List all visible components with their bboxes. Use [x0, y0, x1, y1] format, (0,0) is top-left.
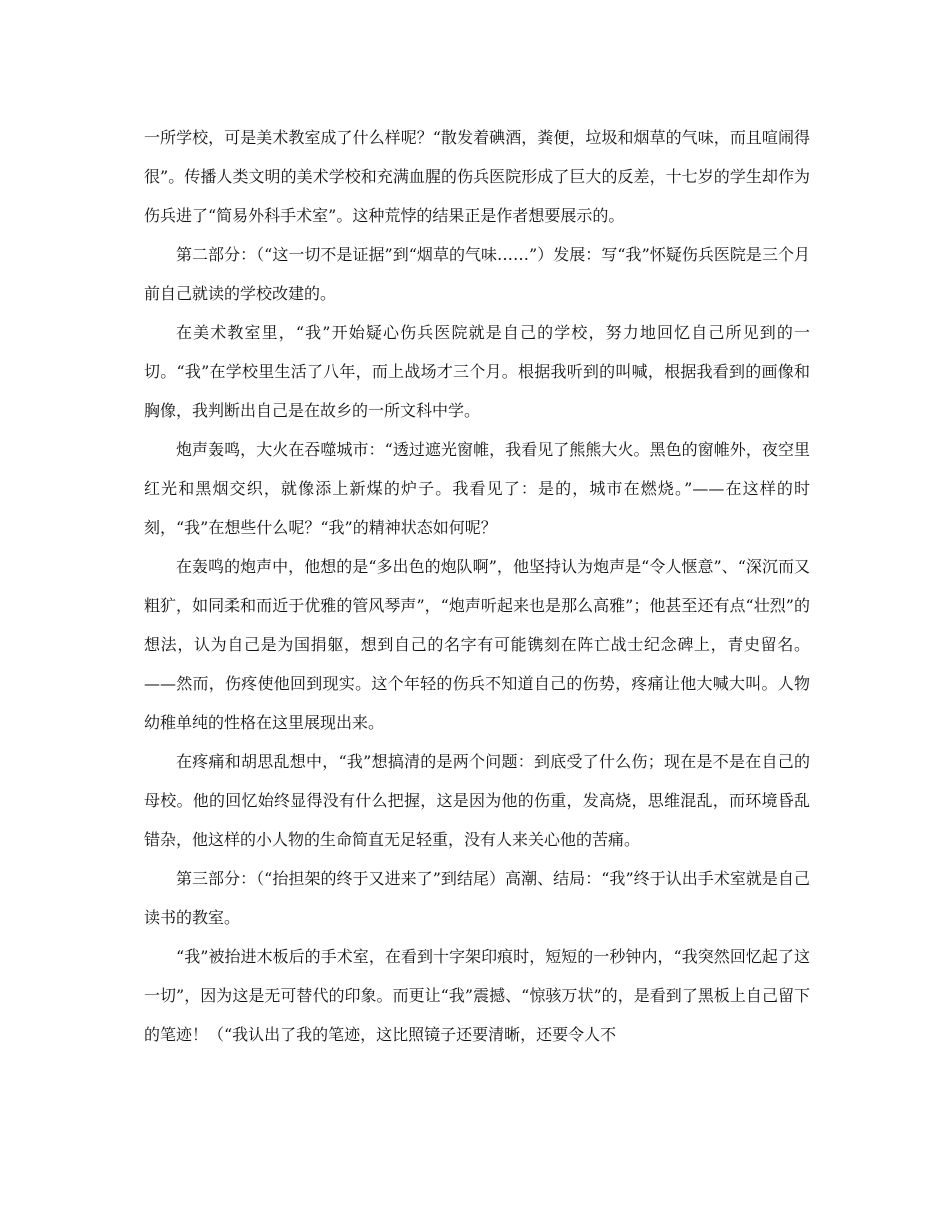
document-body [144, 118, 810, 1054]
paragraph-continuation: 一所学校，可是美术教室成了什么样呢？“散发着碘酒，粪便，垃圾和烟草的气味，而且喧闹得很”。传播人类文明的美术学校和充满血腥的伤兵医院形成了巨大的反差，十七岁的学生却作为伤兵进了“简易外科手术室”。这种荒悖的结果正是作者想要展示的。 [144, 128, 810, 225]
paragraph-art-classroom: 在美术教室里，“我”开始疑心伤兵医院就是自己的学校，努力地回忆自己所见到的一切。“我”在学校里生活了八年，而上战场才三个月。根据我听到的叫喊，根据我看到的画像和胸像，我判断出自己是在故乡的一所文科中学。 [144, 323, 810, 420]
paragraph-pain-confusion: 在疼痛和胡思乱想中，“我”想搞清的是两个问题：到底受了什么伤；现在是不是在自己的母校。他的回忆始终显得没有什么把握，这是因为他的伤重，发高烧，思维混乱，而环境昏乱错杂，他这样的小人物的生命简直无足轻重，没有人来关心他的苦痛。 [144, 752, 810, 849]
paragraph-artillery-thoughts: 在轰鸣的炮声中，他想的是“多出色的炮队啊”，他坚持认为炮声是“令人惬意”、“深沉而又粗犷，如同柔和而近于优雅的管风琴声”，“炮声听起来也是那么高雅”；他甚至还有点“壮烈”的想法，认为自己是为国捐躯，想到自己的名字有可能镌刻在阵亡战士纪念碑上，青史留名。——然而，伤疼使他回到现实。这个年轻的伤兵不知道自己的伤势，疼痛让他大喊大叫。人物幼稚单纯的性格在这里展现出来。 [144, 557, 810, 732]
paragraph-city-burning: 炮声轰鸣，大火在吞噬城市：“透过遮光窗帷，我看见了熊熊大火。黑色的窗帷外，夜空里红光和黑烟交织，就像添上新煤的炉子。我看见了：是的，城市在燃烧。”——在这样的时刻，“我”在想些什么呢？“我”的精神状态如何呢？ [144, 440, 810, 537]
paragraph-part-two-heading: 第二部分：（“这一切不是证据”到“烟草的气味……”）发展：写“我”怀疑伤兵医院是三个月前自己就读的学校改建的。 [144, 245, 810, 303]
paragraph-surgery-room: “我”被抬进木板后的手术室，在看到十字架印痕时，短短的一秒钟内，“我突然回忆起了这一切”，因为这是无可替代的印象。而更让“我”震撼、“惊骇万状”的，是看到了黑板上自己留下的笔迹！（“我认出了我的笔迹，这比照镜子还要清晰，还要令人不 [144, 947, 810, 1044]
paragraph-part-three-heading: 第三部分：（“抬担架的终于又进来了”到结尾）高潮、结局：“我”终于认出手术室就是自己读书的教室。 [144, 869, 810, 927]
